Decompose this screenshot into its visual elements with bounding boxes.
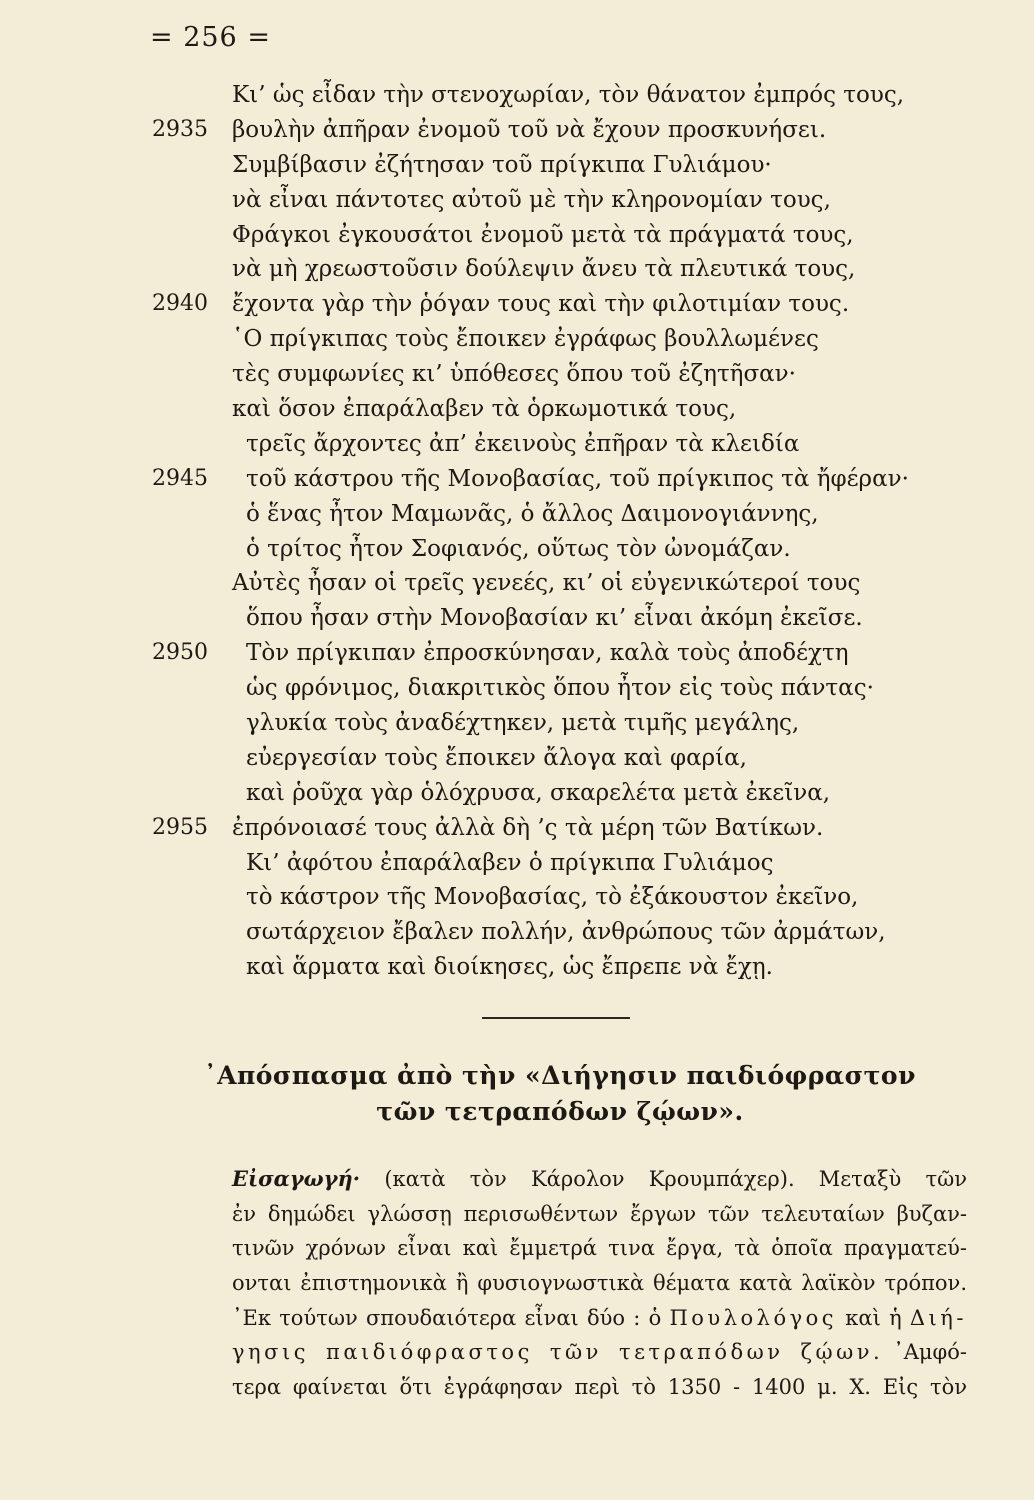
verse-text: καὶ ῥοῦχα γὰρ ὁλόχρυσα, σκαρελέτα μετὰ ἐκεῖνα, [246, 779, 831, 806]
verse-line [0, 287, 1034, 322]
verse-line [0, 671, 1034, 706]
verse-text: ἔχοντα γὰρ τὴν ῥόγαν τους καὶ τὴν φιλοτιμίαν τους. [232, 291, 850, 318]
verse-line [0, 183, 1034, 218]
verse-line [0, 462, 1034, 497]
verse-number: 2945 [152, 465, 208, 491]
verse-line [0, 846, 1034, 881]
verse-text: καὶ ἅρματα καὶ διοίκησες, ὡς ἔπρεπε νὰ ἔχῃ. [246, 954, 773, 981]
verse-text: νὰ μὴ χρεωστοῦσιν δούλεψιν ἄνευ τὰ πλευτικά τους, [232, 256, 856, 283]
verse-text: τοῦ κάστρου τῆς Μονοβασίας, τοῦ πρίγκιπος τὰ ἤφέραν· [246, 465, 909, 492]
verse-line [0, 601, 1034, 636]
verse-number: 2940 [152, 291, 208, 317]
poem-verses [0, 78, 1034, 985]
verse-line [0, 78, 1034, 113]
verse-number: 2935 [152, 116, 208, 142]
verse-text: Κι’ ὡς εἶδαν τὴν στενοχωρίαν, τὸν θάνατον ἐμπρός τους, [232, 82, 905, 108]
page-number: = 256 = [150, 22, 271, 53]
verse-line [0, 706, 1034, 741]
verse-text: νὰ εἶναι πάντοτες αὐτοῦ μὲ τὴν κληρονομίαν τους, [232, 186, 831, 213]
intro-text: ᾿Εκ τούτων σπουδαιότερα εἶναι δύο : ὁ [232, 1305, 662, 1330]
verse-line [0, 497, 1034, 532]
verse-text: Τὸν πρίγκιπαν ἐπροσκύνησαν, καλὰ τοὺς ἀποδέχτη [246, 640, 849, 667]
intro-line: ονται ἐπιστημονικὰ ἢ φυσιογνωστικὰ θέματα κατὰ λαϊκὸν τρόπον. [232, 1271, 967, 1296]
intro-label: Εἰσαγωγή· [232, 1166, 361, 1191]
work-title-diegesis-start: Διή- [909, 1305, 967, 1330]
verse-line [0, 880, 1034, 915]
verse-line [0, 252, 1034, 287]
verse-line [0, 218, 1034, 253]
verse-number: 2950 [152, 640, 208, 666]
verse-number: 2955 [152, 814, 208, 840]
section-divider [482, 1017, 630, 1019]
intro-line [232, 1162, 967, 1197]
verse-line [0, 636, 1034, 671]
verse-text: ῾Ο πρίγκιπας τοὺς ἔποικεν ἐγράφως βουλλωμένες [232, 326, 819, 353]
work-title-diegesis-end: γησις παιδιόφραστος τῶν τετραπόδων ζῴων [232, 1340, 874, 1365]
verse-text: Κι’ ἀφότου ἐπαράλαβεν ὁ πρίγκιπα Γυλιάμος [246, 849, 774, 876]
verse-line [0, 566, 1034, 601]
verse-line [0, 357, 1034, 392]
verse-line [0, 427, 1034, 462]
verse-text: Αὐτὲς ἦσαν οἱ τρεῖς γενεές, κι’ οἱ εὐγενικώτεροί τους [232, 570, 861, 597]
verse-line [0, 776, 1034, 811]
verse-text: ὡς φρόνιμος, διακριτικὸς ὅπου ἦτον εἰς τοὺς πάντας· [246, 675, 874, 702]
intro-line: ἐν δημώδει γλώσσῃ περισωθέντων ἔργων τῶν τελευταίων βυζαν- [232, 1201, 967, 1226]
work-title-poulologos: Πουλολόγος [669, 1305, 838, 1330]
intro-line: τερα φαίνεται ὅτι ἐγράφησαν περὶ τὸ 1350 - 1400 μ. Χ. Εἰς τὸν [232, 1375, 967, 1400]
section-heading-line-2: τῶν τετραπόδων ζῴων». [376, 1097, 744, 1126]
verse-line [0, 915, 1034, 950]
intro-line [232, 1301, 967, 1336]
verse-line [0, 950, 1034, 985]
verse-line [0, 148, 1034, 183]
verse-text: καὶ ὅσον ἐπαράλαβεν τὰ ὁρκωμοτικά τους, [232, 396, 737, 423]
verse-text: τρεῖς ἄρχοντες ἀπ’ ἐκεινοὺς ἐπῆραν τὰ κλειδία [246, 430, 800, 457]
verse-line [0, 811, 1034, 846]
verse-text: βουλὴν ἀπῆραν ἐνομοῦ τοῦ νὰ ἔχουν προσκυνήσει. [232, 116, 827, 143]
introduction-paragraph [232, 1162, 967, 1405]
verse-text: τὲς συμφωνίες κι’ ὑπόθεσες ὅπου τοῦ ἐζητῆσαν· [232, 361, 796, 388]
verse-line [0, 392, 1034, 427]
intro-text: (κατὰ τὸν Κάρολον Κρουμπάχερ). Μεταξὺ τῶν [384, 1167, 967, 1191]
intro-line: τινῶν χρόνων εἶναι καὶ ἔμμετρά τινα ἔργα, τὰ ὁποῖα πραγματεύ- [232, 1236, 967, 1261]
verse-text: ἐπρόνοιασέ τους ἀλλὰ δὴ ’ς τὰ μέρη τῶν Βατίκων. [232, 814, 824, 841]
verse-line [0, 532, 1034, 567]
verse-text: ὁ ἕνας ἦτον Μαμωνᾶς, ὁ ἄλλος Δαιμονογιάννης, [246, 500, 819, 527]
section-heading-line-1: ᾿Απόσπασμα ἀπὸ τὴν «Διήγησιν παιδιόφραστον [204, 1061, 916, 1090]
verse-text: τὸ κάστρον τῆς Μονοβασίας, τὸ ἐξάκουστον ἐκεῖνο, [246, 884, 859, 911]
verse-text: εὐεργεσίαν τοὺς ἔποικεν ἄλογα καὶ φαρία, [246, 744, 747, 771]
verse-line [0, 113, 1034, 148]
intro-line [232, 1335, 967, 1370]
intro-text: καὶ ἡ [845, 1305, 902, 1330]
verse-line [0, 741, 1034, 776]
verse-text: ὁ τρίτος ἦτον Σοφιανός, οὕτως τὸν ὠνομάζαν. [246, 535, 791, 562]
verse-line [0, 322, 1034, 357]
verse-text: γλυκία τοὺς ἀναδέχτηκεν, μετὰ τιμῆς μεγάλης, [246, 710, 800, 737]
verse-text: Συμβίβασιν ἐζήτησαν τοῦ πρίγκιπα Γυλιάμου· [232, 151, 772, 178]
intro-text: . ᾿Αμφό- [873, 1340, 967, 1365]
verse-text: Φράγκοι ἐγκουσάτοι ἐνομοῦ μετὰ τὰ πράγματά τους, [232, 221, 854, 248]
verse-text: σωτάρχειον ἔβαλεν πολλήν, ἀνθρώπους τῶν ἀρμάτων, [246, 919, 886, 946]
verse-text: ὅπου ἦσαν στὴν Μονοβασίαν κι’ εἶναι ἀκόμη ἐκεῖσε. [246, 605, 863, 632]
